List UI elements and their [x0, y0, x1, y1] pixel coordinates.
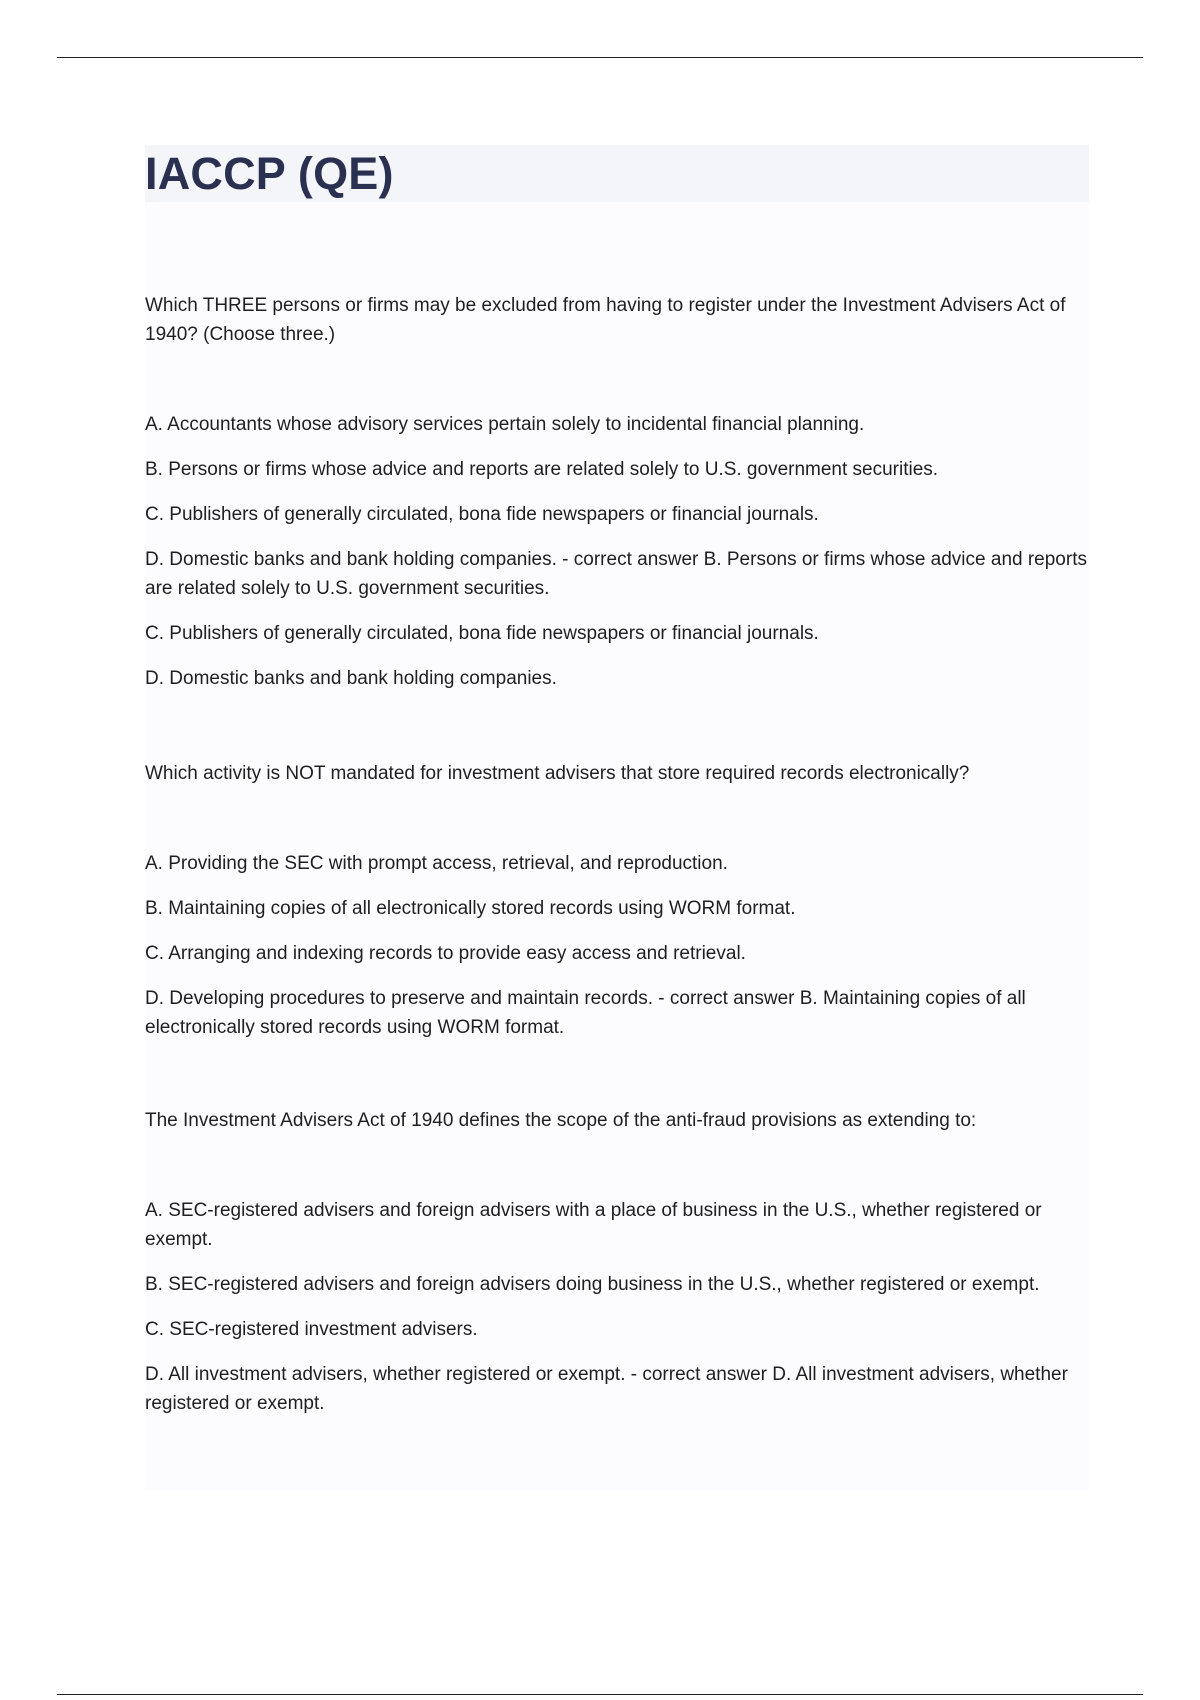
- answer-option: C. SEC-registered investment advisers.: [145, 1319, 478, 1340]
- answer-option: B. Persons or firms whose advice and reports are related solely to U.S. government securities.: [145, 459, 939, 480]
- answer-options: [145, 410, 1090, 693]
- bottom-rule: [57, 1694, 1143, 1695]
- answer-option: D. Domestic banks and bank holding companies. - correct answer B. Persons or firms whose advice and reports are related solely to U.S. government securities.: [145, 549, 1087, 599]
- answer-option: D. Developing procedures to preserve and maintain records. - correct answer B. Maintaining copies of all electronically stored records using WORM format.: [145, 988, 1026, 1038]
- answer-option: A. SEC-registered advisers and foreign advisers with a place of business in the U.S., whether registered or exempt.: [145, 1200, 1042, 1250]
- document-title: IACCP (QE): [145, 148, 394, 199]
- answer-option: D. All investment advisers, whether registered or exempt. - correct answer D. All investment advisers, whether registered or exempt.: [145, 1364, 1068, 1414]
- question-text: Which THREE persons or firms may be excluded from having to register under the Investment Advisers Act of 1940? (Choose three.): [145, 295, 1066, 345]
- answer-option: C. Publishers of generally circulated, bona fide newspapers or financial journals.: [145, 623, 819, 644]
- question-block: [145, 1106, 1090, 1434]
- question-block: [145, 291, 1090, 709]
- answer-option: C. Arranging and indexing records to provide easy access and retrieval.: [145, 943, 746, 964]
- answer-option: A. Accountants whose advisory services pertain solely to incidental financial planning.: [145, 414, 865, 435]
- answer-options: [145, 849, 1090, 1042]
- question-text: Which activity is NOT mandated for investment advisers that store required records electronically?: [145, 763, 970, 784]
- answer-option: B. Maintaining copies of all electronically stored records using WORM format.: [145, 898, 796, 919]
- question-text: The Investment Advisers Act of 1940 defines the scope of the anti-fraud provisions as extending to:: [145, 1110, 977, 1131]
- answer-option: C. Publishers of generally circulated, bona fide newspapers or financial journals.: [145, 504, 819, 525]
- answer-option: D. Domestic banks and bank holding companies.: [145, 668, 557, 689]
- answer-option: B. SEC-registered advisers and foreign advisers doing business in the U.S., whether registered or exempt.: [145, 1274, 1040, 1295]
- answer-option: A. Providing the SEC with prompt access, retrieval, and reproduction.: [145, 853, 728, 874]
- top-rule: [57, 57, 1143, 58]
- question-block: [145, 759, 1090, 1058]
- answer-options: [145, 1196, 1090, 1418]
